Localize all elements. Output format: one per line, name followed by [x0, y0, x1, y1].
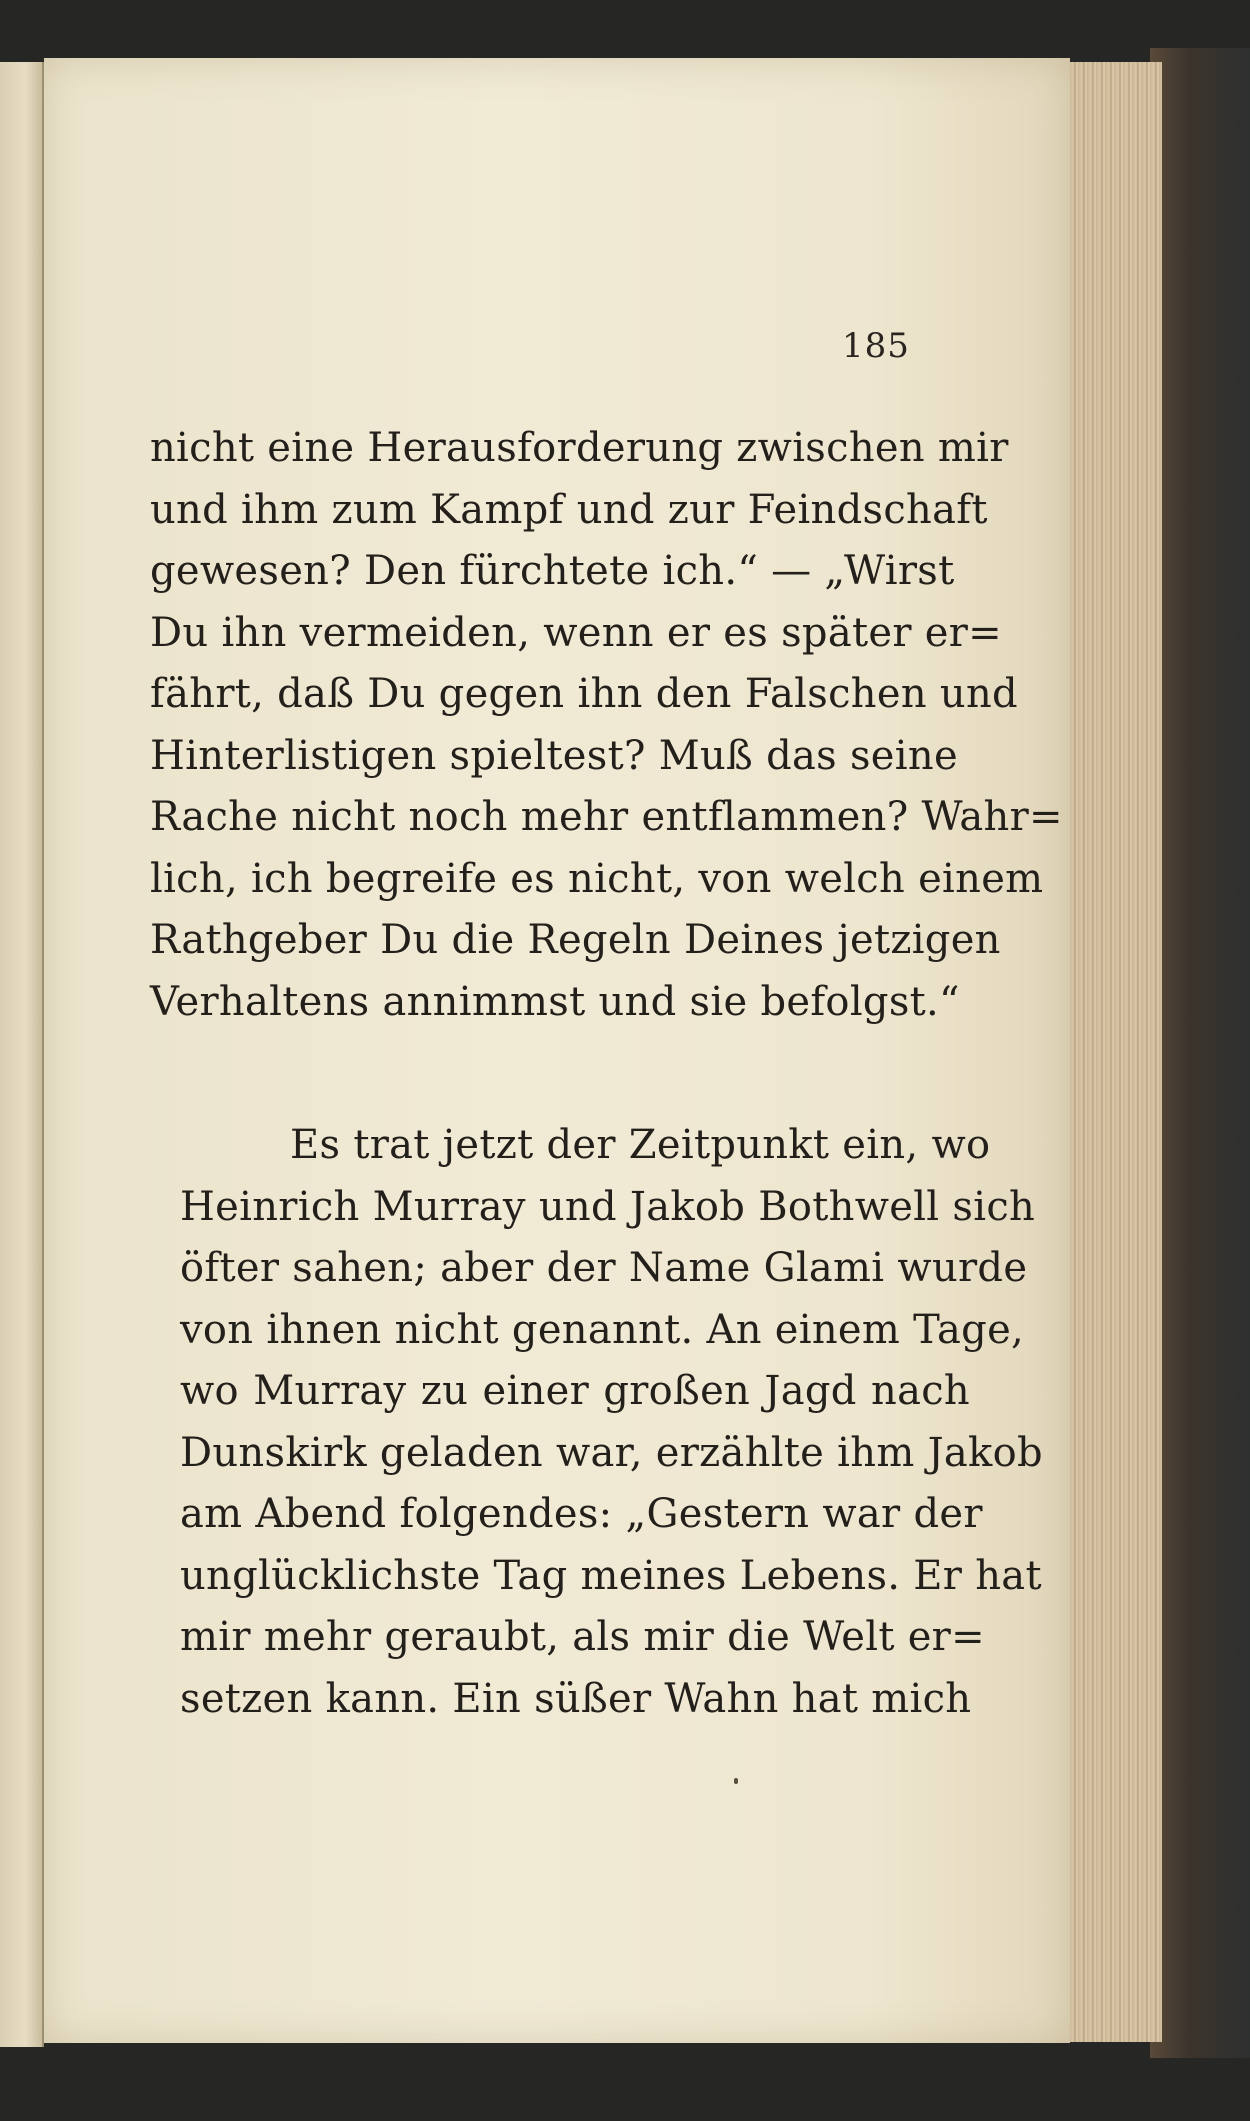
- text-line: fährt, daß Du gegen ihn den Falschen und: [150, 671, 1018, 717]
- text-line: Heinrich Murray und Jakob Bothwell sich: [180, 1183, 1036, 1230]
- text-line: Verhaltens annimmst und sie befolgst.“: [150, 978, 960, 1025]
- text-line: Es trat jetzt der Zeitpunkt ein, wo: [290, 1122, 991, 1168]
- book-page: [44, 58, 1070, 2043]
- previous-page-edge: [0, 62, 44, 2047]
- text-line: von ihnen nicht genannt. An einem Tage,: [180, 1306, 1025, 1353]
- text-line: unglücklichste Tag meines Lebens. Er hat: [180, 1552, 1042, 1599]
- text-line: nicht eine Herausforderung zwischen mir: [150, 425, 1009, 471]
- text-line: Rathgeber Du die Regeln Deines jetzigen: [150, 917, 1001, 963]
- text-line: am Abend folgendes: „Gestern war der: [180, 1491, 983, 1537]
- text-block: [150, 418, 1063, 1730]
- text-line: und ihm zum Kampf und zur Feindschaft: [150, 486, 988, 533]
- text-line: gewesen? Den fürchtete ich.“ — „Wirst: [150, 548, 955, 594]
- page-number: 185: [842, 326, 910, 366]
- text-line: mir mehr geraubt, als mir die Welt er=: [180, 1614, 985, 1660]
- paragraph-1: [150, 418, 1063, 1033]
- text-line: öfter sahen; aber der Name Glami wurde: [180, 1245, 1028, 1291]
- page-stack-edges: [1068, 62, 1162, 2042]
- text-line: Hinterlistigen spieltest? Muß das seine: [150, 732, 958, 779]
- text-line: setzen kann. Ein süßer Wahn hat mich: [180, 1675, 972, 1722]
- text-line: Dunskirk geladen war, erzählte ihm Jakob: [180, 1429, 1043, 1476]
- ink-speck: [734, 1778, 738, 1784]
- paragraph-2: [180, 1115, 1043, 1730]
- text-line: Du ihn vermeiden, wenn er es später er=: [150, 609, 1002, 656]
- text-line: Rache nicht noch mehr entflammen? Wahr=: [150, 794, 1063, 840]
- text-line: wo Murray zu einer großen Jagd nach: [180, 1368, 970, 1414]
- text-line: lich, ich begreife es nicht, von welch einem: [150, 855, 1044, 902]
- book-cover-edge: [1150, 48, 1250, 2058]
